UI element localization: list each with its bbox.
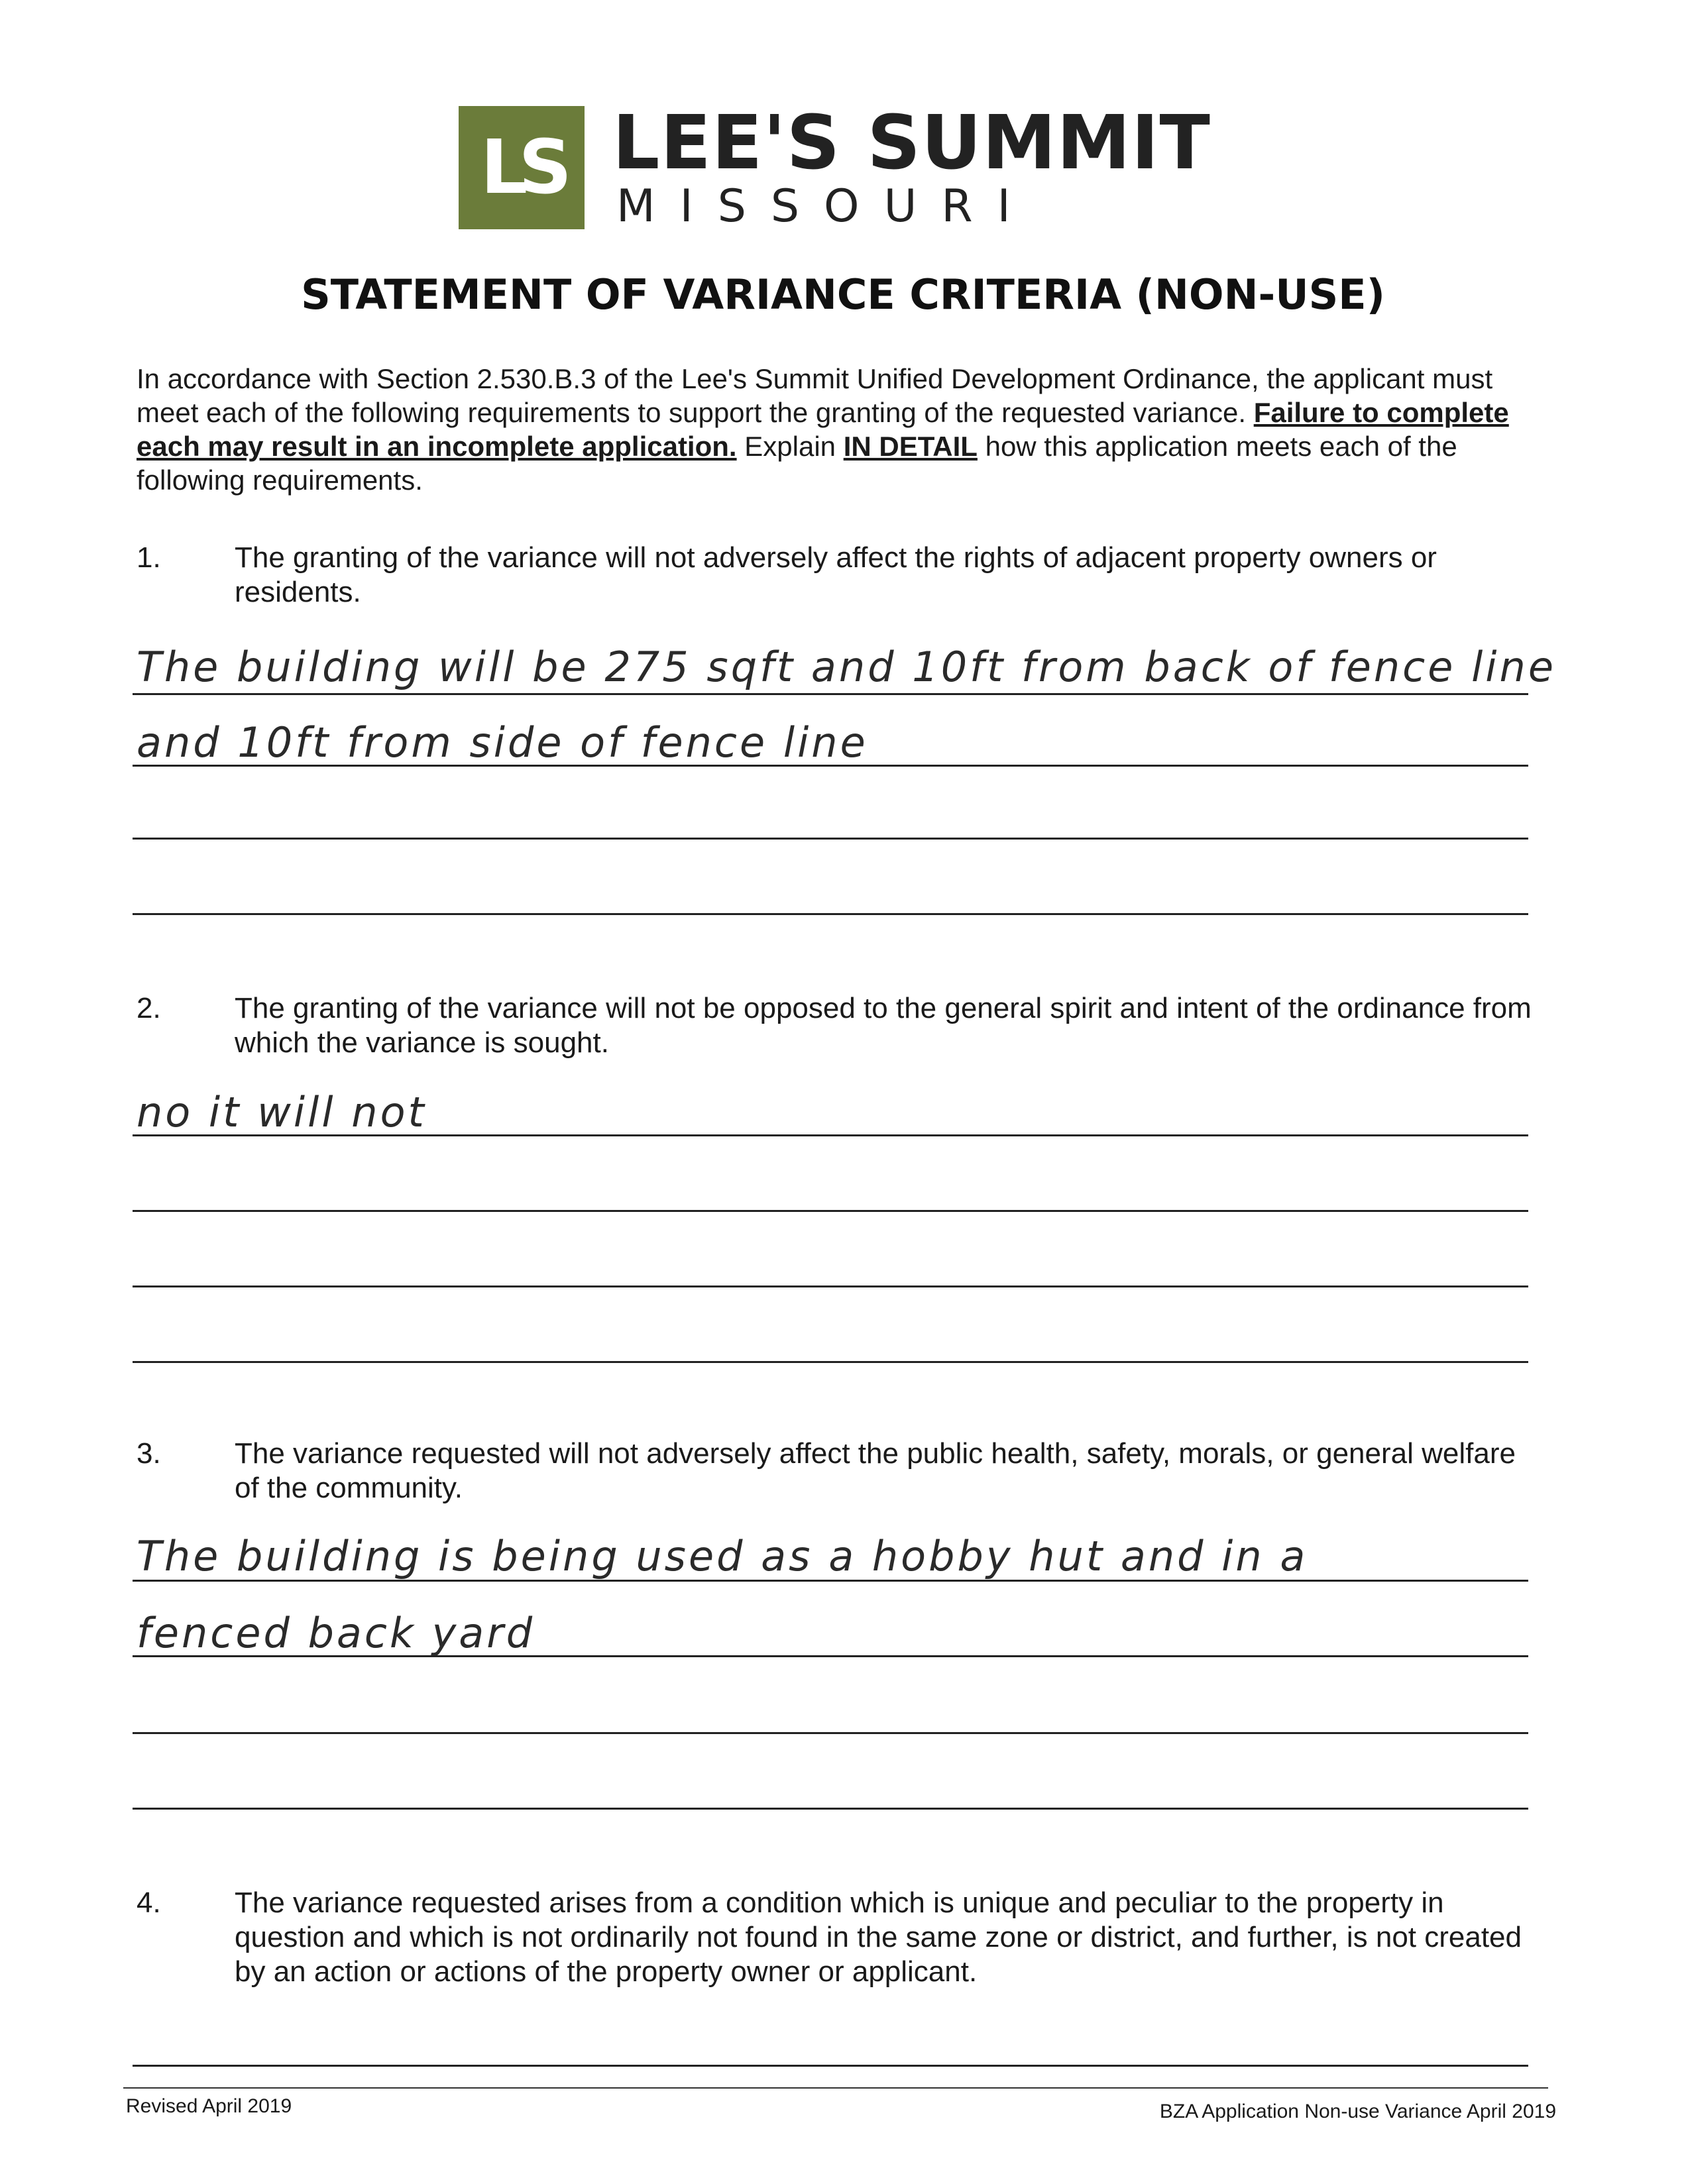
question-text: The granting of the variance will not be opposed to the general spirit and intent of the ordinance from which the variance is sought. bbox=[235, 992, 1532, 1059]
logo-mark bbox=[459, 106, 585, 229]
answer-line bbox=[133, 693, 1528, 695]
handwritten-answer: The building is being used as a hobby hut and in a bbox=[137, 1532, 1308, 1580]
answer-line bbox=[133, 1808, 1528, 1810]
city-logo bbox=[459, 100, 1227, 233]
answer-line bbox=[133, 1361, 1528, 1363]
question-text: The variance requested arises from a condition which is unique and peculiar to the property in question and which is not ordinarily not found in the same zone or district, and further, is not created by an action or actions of the property owner or applicant. bbox=[235, 1886, 1522, 1988]
answer-line bbox=[133, 1655, 1528, 1657]
handwritten-answer: no it will not bbox=[137, 1088, 427, 1136]
answer-line bbox=[133, 2065, 1528, 2067]
handwritten-answer: fenced back yard bbox=[137, 1609, 535, 1657]
answer-line bbox=[133, 838, 1528, 840]
answer-line bbox=[133, 765, 1528, 767]
answer-line bbox=[133, 1580, 1528, 1582]
intro-text-1: In accordance with Section 2.530.B.3 of the Lee's Summit Unified Development Ordinance, the applicant must meet each of the following requirements to support the granting of the requested variance. bbox=[137, 363, 1493, 428]
intro-text-2: Explain bbox=[744, 431, 836, 462]
answer-line bbox=[133, 1732, 1528, 1734]
intro-emphasis-failure: Failure to complete each may result in an incomplete application. bbox=[137, 397, 1509, 462]
intro-emphasis-detail: IN DETAIL bbox=[843, 431, 978, 462]
footer-revised: Revised April 2019 bbox=[126, 2095, 292, 2117]
question-number: 1. bbox=[137, 541, 161, 574]
question-number: 4. bbox=[137, 1886, 161, 1919]
answer-line bbox=[133, 1134, 1528, 1136]
logo-city-name: LEE'S SUMMIT bbox=[612, 100, 1211, 186]
intro-text-3: how this application meets each of the following requirements. bbox=[137, 431, 1457, 496]
page-title: STATEMENT OF VARIANCE CRITERIA (NON-USE) bbox=[301, 270, 1385, 319]
footer-rule bbox=[123, 2087, 1548, 2089]
question-number: 3. bbox=[137, 1437, 161, 1470]
footer-form-id: BZA Application Non-use Variance April 2019 bbox=[1159, 2101, 1556, 2122]
answer-line bbox=[133, 1285, 1528, 1287]
question-text: The granting of the variance will not adversely affect the rights of adjacent property owners or residents. bbox=[235, 541, 1437, 608]
question-text: The variance requested will not adversely affect the public health, safety, morals, or general welfare of the community. bbox=[235, 1437, 1516, 1504]
logo-state-name: MISSOURI bbox=[616, 180, 1035, 233]
answer-line bbox=[133, 1210, 1528, 1212]
handwritten-answer: The building will be 275 sqft and 10ft from back of fence line bbox=[137, 643, 1556, 691]
handwritten-answer: and 10ft from side of fence line bbox=[137, 718, 868, 767]
answer-line bbox=[133, 913, 1528, 915]
logo-mark-text: LS bbox=[480, 125, 563, 211]
intro-paragraph bbox=[137, 362, 1539, 497]
question-number: 2. bbox=[137, 992, 161, 1024]
